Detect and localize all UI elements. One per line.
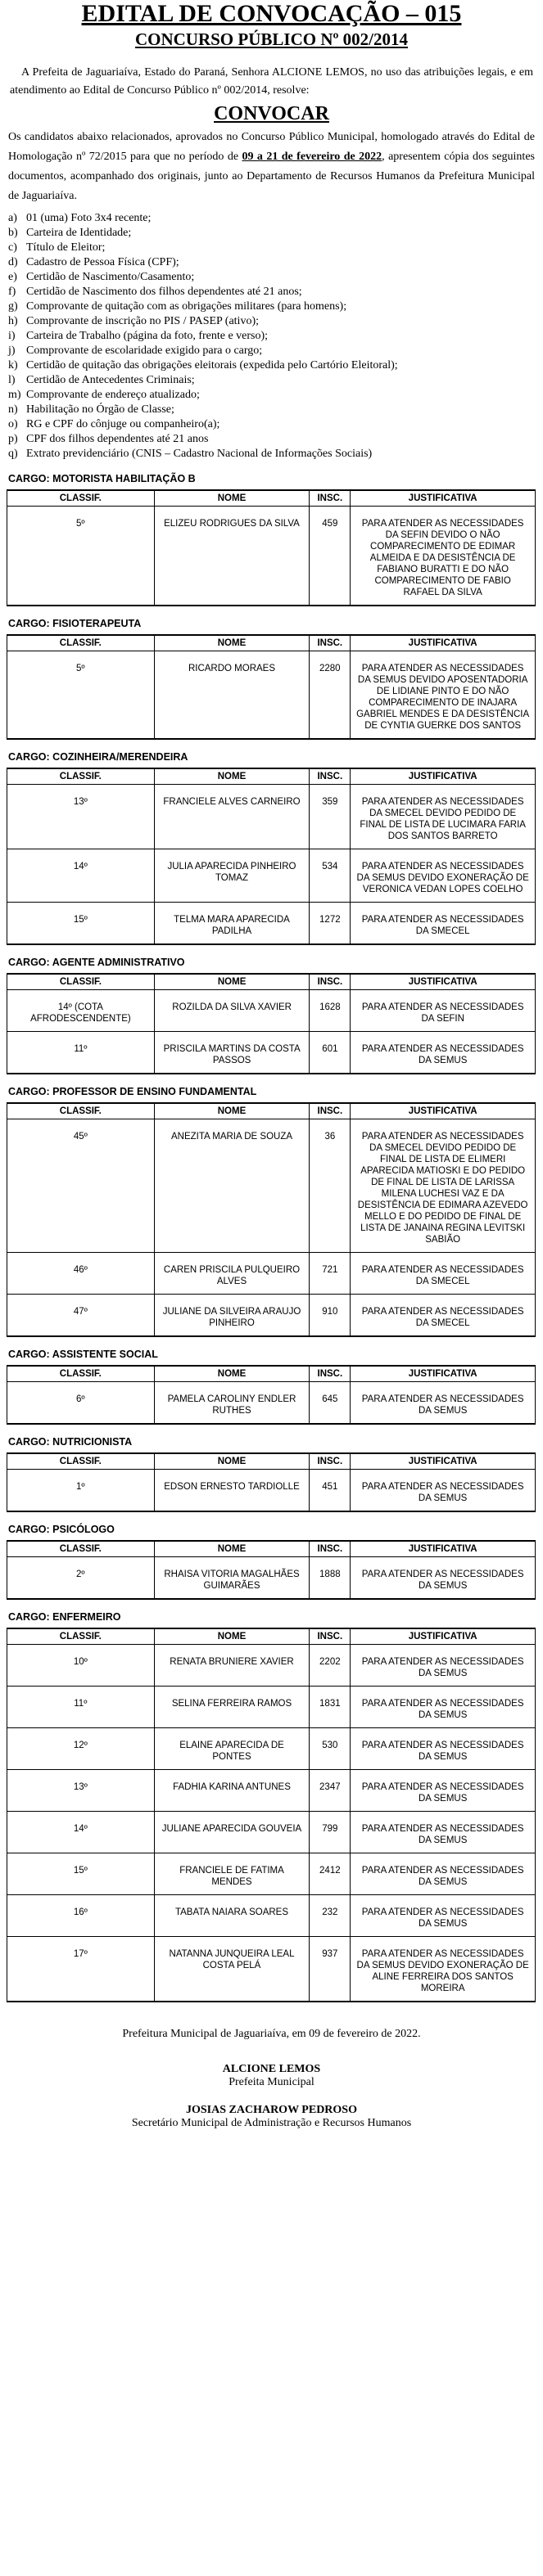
- cell-justificativa: PARA ATENDER AS NECESSIDADES DA SEMUS: [351, 1895, 536, 1937]
- document-item: [8, 447, 536, 462]
- header-nome: NOME: [154, 1628, 310, 1645]
- header-nome: NOME: [154, 490, 310, 507]
- cell-insc: 1831: [310, 1687, 351, 1728]
- document-item: [8, 432, 536, 447]
- cell-justificativa: PARA ATENDER AS NECESSIDADES DA SEFIN DEVIDO O NÃO COMPARECIMENTO DE EDIMAR ALMEIDA E DA DESISTÊNCIA DE FABIANO BURATTI E DO NÃO COMPARECIMENTO DE FABIO RAFAEL DA SILVA: [351, 507, 536, 606]
- signer-secretary-name: JOSIAS ZACHAROW PEDROSO: [185, 2104, 357, 2116]
- place-date: Prefeitura Municipal de Jaguariaíva, em 09 de fevereiro de 2022.: [122, 2028, 421, 2040]
- cell-justificativa: PARA ATENDER AS NECESSIDADES DA SEFIN: [351, 990, 536, 1032]
- signer-mayor-role: Prefeita Municipal: [229, 2076, 314, 2088]
- document-item: [8, 255, 536, 270]
- header-classif: CLASSIF.: [7, 974, 155, 990]
- cell-nome: ELIZEU RODRIGUES DA SILVA: [154, 507, 310, 606]
- cell-insc: 645: [310, 1382, 351, 1425]
- document-item-text: Extrato previdenciário (CNIS – Cadastro Nacional de Informações Sociais): [26, 448, 373, 460]
- header-nome: NOME: [154, 1541, 310, 1557]
- document-item: [8, 270, 536, 285]
- cell-classif: 11º: [7, 1687, 155, 1728]
- cargo-table: [7, 1102, 536, 1337]
- document-item-letter: q): [8, 448, 18, 460]
- cargo-section: [7, 473, 536, 606]
- document-item-text: Certidão de Nascimento/Casamento;: [26, 271, 195, 283]
- cargo-table: [7, 768, 536, 945]
- cell-justificativa: PARA ATENDER AS NECESSIDADES DA SEMUS: [351, 1557, 536, 1600]
- header-insc: INSC.: [310, 1103, 351, 1119]
- cargo-table: [7, 1540, 536, 1600]
- cargo-section: [7, 1524, 536, 1600]
- table-row: [7, 990, 536, 1032]
- header-justificativa: JUSTIFICATIVA: [351, 1453, 536, 1470]
- document-item-text: Título de Eleitor;: [26, 241, 106, 254]
- document-item-letter: j): [8, 345, 16, 357]
- document-item-letter: d): [8, 256, 18, 268]
- document-header: [7, 0, 536, 49]
- header-insc: INSC.: [310, 768, 351, 785]
- table-header-row: [7, 768, 536, 785]
- table-row: [7, 1382, 536, 1425]
- cargo-title: CARGO: AGENTE ADMINISTRATIVO: [8, 957, 185, 968]
- documents-list: [8, 211, 536, 462]
- cargo-table: [7, 1452, 536, 1512]
- cell-nome: RENATA BRUNIERE XAVIER: [154, 1645, 310, 1687]
- cell-classif: 14º: [7, 1812, 155, 1853]
- cell-insc: 910: [310, 1295, 351, 1337]
- table-header-row: [7, 490, 536, 507]
- cell-insc: 36: [310, 1119, 351, 1253]
- cell-classif: 5º: [7, 651, 155, 740]
- cargo-title: CARGO: ASSISTENTE SOCIAL: [8, 1349, 158, 1360]
- document-item-text: Certidão de Nascimento dos filhos dependentes até 21 anos;: [26, 286, 302, 298]
- table-header-row: [7, 1103, 536, 1119]
- header-classif: CLASSIF.: [7, 1103, 155, 1119]
- cargo-table: [7, 1365, 536, 1425]
- header-classif: CLASSIF.: [7, 1541, 155, 1557]
- cell-nome: FADHIA KARINA ANTUNES: [154, 1770, 310, 1812]
- document-item: [8, 314, 536, 329]
- header-classif: CLASSIF.: [7, 1628, 155, 1645]
- cargo-table: [7, 1628, 536, 2002]
- document-item-letter: f): [8, 286, 16, 298]
- signature-block: [7, 2027, 536, 2130]
- table-row: [7, 1253, 536, 1295]
- header-insc: INSC.: [310, 1628, 351, 1645]
- document-item-letter: i): [8, 330, 16, 342]
- cell-justificativa: PARA ATENDER AS NECESSIDADES DA SEMUS DEVIDO APOSENTADORIA DE LIDIANE PINTO E DO NÃO COMPARECIMENTO DE INAJARA GABRIEL MENDES E DA DESISTÊNCIA DE CYNTIA GUERKE DOS SANTOS: [351, 651, 536, 740]
- cell-justificativa: PARA ATENDER AS NECESSIDADES DA SEMUS: [351, 1382, 536, 1425]
- table-header-row: [7, 1628, 536, 1645]
- cell-nome: NATANNA JUNQUEIRA LEAL COSTA PELÁ: [154, 1937, 310, 2002]
- table-row: [7, 507, 536, 606]
- header-classif: CLASSIF.: [7, 490, 155, 507]
- document-item: [8, 403, 536, 417]
- document-item: [8, 417, 536, 432]
- document-item-text: Carteira de Trabalho (página da foto, frente e verso);: [26, 330, 269, 342]
- header-justificativa: JUSTIFICATIVA: [351, 768, 536, 785]
- cell-nome: RICARDO MORAES: [154, 651, 310, 740]
- cell-justificativa: PARA ATENDER AS NECESSIDADES DA SMECEL: [351, 903, 536, 945]
- cell-nome: ROZILDA DA SILVA XAVIER: [154, 990, 310, 1032]
- cell-insc: 459: [310, 507, 351, 606]
- body-paragraph: [8, 128, 535, 206]
- cell-nome: FRANCIELE DE FATIMA MENDES: [154, 1853, 310, 1895]
- cargo-title: CARGO: PSICÓLOGO: [8, 1524, 115, 1535]
- document-item: [8, 226, 536, 241]
- document-item-text: RG e CPF do cônjuge ou companheiro(a);: [26, 418, 220, 430]
- table-row: [7, 1853, 536, 1895]
- table-header-row: [7, 974, 536, 990]
- signer-mayor-name: ALCIONE LEMOS: [222, 2063, 321, 2075]
- cell-insc: 2347: [310, 1770, 351, 1812]
- cell-insc: 1888: [310, 1557, 351, 1600]
- cell-classif: 47º: [7, 1295, 155, 1337]
- header-justificativa: JUSTIFICATIVA: [351, 1541, 536, 1557]
- document-item-text: Carteira de Identidade;: [26, 227, 132, 239]
- table-header-row: [7, 1541, 536, 1557]
- document-item: [8, 344, 536, 358]
- cell-classif: 16º: [7, 1895, 155, 1937]
- cargo-table: [7, 489, 536, 606]
- table-row: [7, 1812, 536, 1853]
- cell-insc: 1272: [310, 903, 351, 945]
- header-insc: INSC.: [310, 490, 351, 507]
- table-header-row: [7, 635, 536, 651]
- document-item: [8, 388, 536, 403]
- cargo-section: [7, 1611, 536, 2002]
- cell-classif: 14º (COTA AFRODESCENDENTE): [7, 990, 155, 1032]
- cargo-title: CARGO: NUTRICIONISTA: [8, 1436, 133, 1448]
- table-row: [7, 1937, 536, 2002]
- table-row: [7, 651, 536, 740]
- cell-insc: 451: [310, 1470, 351, 1512]
- cell-justificativa: PARA ATENDER AS NECESSIDADES DA SEMUS: [351, 1812, 536, 1853]
- document-item-letter: a): [8, 212, 17, 224]
- header-justificativa: JUSTIFICATIVA: [351, 974, 536, 990]
- cell-justificativa: PARA ATENDER AS NECESSIDADES DA SEMUS: [351, 1728, 536, 1770]
- header-classif: CLASSIF.: [7, 1366, 155, 1382]
- cell-nome: JULIANE APARECIDA GOUVEIA: [154, 1812, 310, 1853]
- cargo-section: [7, 1436, 536, 1512]
- cell-classif: 46º: [7, 1253, 155, 1295]
- header-nome: NOME: [154, 768, 310, 785]
- cell-nome: ELAINE APARECIDA DE PONTES: [154, 1728, 310, 1770]
- cell-nome: SELINA FERREIRA RAMOS: [154, 1687, 310, 1728]
- header-nome: NOME: [154, 974, 310, 990]
- signer-secretary-role: Secretário Municipal de Administração e Recursos Humanos: [131, 2117, 412, 2129]
- cell-classif: 5º: [7, 507, 155, 606]
- cell-nome: PAMELA CAROLINY ENDLER RUTHES: [154, 1382, 310, 1425]
- header-nome: NOME: [154, 1366, 310, 1382]
- document-item: [8, 211, 536, 226]
- cargo-table: [7, 634, 536, 740]
- document-item-letter: o): [8, 418, 18, 430]
- cell-nome: EDSON ERNESTO TARDIOLLE: [154, 1470, 310, 1512]
- document-item-text: Habilitação no Órgão de Classe;: [26, 403, 174, 416]
- header-nome: NOME: [154, 1453, 310, 1470]
- cell-classif: 45º: [7, 1119, 155, 1253]
- cargo-title: CARGO: PROFESSOR DE ENSINO FUNDAMENTAL: [8, 1086, 257, 1097]
- cell-classif: 13º: [7, 1770, 155, 1812]
- document-item-text: Comprovante de escolaridade exigido para o cargo;: [26, 345, 263, 357]
- cargo-title: CARGO: MOTORISTA HABILITAÇÃO B: [8, 473, 196, 484]
- document-item: [8, 299, 536, 314]
- cell-classif: 11º: [7, 1032, 155, 1074]
- cell-insc: 1628: [310, 990, 351, 1032]
- document-title: EDITAL DE CONVOCAÇÃO – 015: [81, 0, 462, 27]
- document-item: [8, 241, 536, 255]
- table-row: [7, 1895, 536, 1937]
- cargo-section: [7, 751, 536, 945]
- body-text-part2: , apresentem cópia dos seguintes documentos, acompanhado dos originais, junto ao Departamento de Recursos Humanos da Prefeitura Municipal de Jaguariaíva.: [8, 151, 535, 202]
- cargo-title: CARGO: ENFERMEIRO: [8, 1611, 121, 1623]
- cell-classif: 6º: [7, 1382, 155, 1425]
- document-item-text: Comprovante de endereço atualizado;: [26, 389, 200, 401]
- cell-nome: JULIANE DA SILVEIRA ARAUJO PINHEIRO: [154, 1295, 310, 1337]
- document-item: [8, 329, 536, 344]
- cell-classif: 14º: [7, 849, 155, 903]
- header-insc: INSC.: [310, 1366, 351, 1382]
- header-insc: INSC.: [310, 1541, 351, 1557]
- cell-classif: 15º: [7, 903, 155, 945]
- cell-justificativa: PARA ATENDER AS NECESSIDADES DA SEMUS: [351, 1470, 536, 1512]
- table-header-row: [7, 1366, 536, 1382]
- cell-justificativa: PARA ATENDER AS NECESSIDADES DA SEMUS: [351, 1687, 536, 1728]
- document-item-letter: n): [8, 403, 18, 416]
- document-item-text: 01 (uma) Foto 3x4 recente;: [26, 212, 152, 224]
- document-item-text: CPF dos filhos dependentes até 21 anos: [26, 433, 209, 445]
- table-header-row: [7, 1453, 536, 1470]
- document-item-letter: k): [8, 359, 18, 372]
- table-row: [7, 1557, 536, 1600]
- cell-insc: 530: [310, 1728, 351, 1770]
- table-row: [7, 1295, 536, 1337]
- document-item-letter: h): [8, 315, 18, 327]
- header-insc: INSC.: [310, 635, 351, 651]
- header-justificativa: JUSTIFICATIVA: [351, 1103, 536, 1119]
- document-item-letter: b): [8, 227, 18, 239]
- cell-classif: 13º: [7, 785, 155, 849]
- document-item-letter: p): [8, 433, 18, 445]
- cell-justificativa: PARA ATENDER AS NECESSIDADES DA SMECEL: [351, 1253, 536, 1295]
- document-item-text: Certidão de quitação das obrigações eleitorais (expedida pelo Cartório Eleitoral);: [26, 359, 398, 372]
- document-item-letter: l): [8, 374, 16, 386]
- cargo-table: [7, 973, 536, 1074]
- cargos-section: [7, 473, 536, 2002]
- header-classif: CLASSIF.: [7, 1453, 155, 1470]
- cell-justificativa: PARA ATENDER AS NECESSIDADES DA SEMUS: [351, 1853, 536, 1895]
- document-subtitle: CONCURSO PÚBLICO Nº 002/2014: [134, 29, 409, 49]
- cell-insc: 721: [310, 1253, 351, 1295]
- cell-classif: 10º: [7, 1645, 155, 1687]
- intro-paragraph: A Prefeita de Jaguariaíva, Estado do Paraná, Senhora ALCIONE LEMOS, no uso das atribuições legais, e em atendimento ao Edital de Concurso Público nº 002/2014, resolve:: [10, 66, 533, 97]
- table-row: [7, 1032, 536, 1074]
- document-item-text: Comprovante de quitação com as obrigações militares (para homens);: [26, 300, 347, 313]
- table-row: [7, 785, 536, 849]
- cell-insc: 232: [310, 1895, 351, 1937]
- cell-insc: 359: [310, 785, 351, 849]
- header-nome: NOME: [154, 1103, 310, 1119]
- document-item-text: Cadastro de Pessoa Física (CPF);: [26, 256, 179, 268]
- header-insc: INSC.: [310, 1453, 351, 1470]
- cell-insc: 2202: [310, 1645, 351, 1687]
- header-justificativa: JUSTIFICATIVA: [351, 490, 536, 507]
- header-insc: INSC.: [310, 974, 351, 990]
- table-row: [7, 1119, 536, 1253]
- cell-nome: CAREN PRISCILA PULQUEIRO ALVES: [154, 1253, 310, 1295]
- document-item: [8, 373, 536, 388]
- cell-insc: 799: [310, 1812, 351, 1853]
- cell-nome: TELMA MARA APARECIDA PADILHA: [154, 903, 310, 945]
- cell-justificativa: PARA ATENDER AS NECESSIDADES DA SEMUS: [351, 1645, 536, 1687]
- cell-justificativa: PARA ATENDER AS NECESSIDADES DA SMECEL DEVIDO PEDIDO DE FINAL DE LISTA DE LUCIMARA FARIA DOS SANTOS BARRETO: [351, 785, 536, 849]
- document-item-letter: e): [8, 271, 17, 283]
- document-item-letter: g): [8, 300, 18, 313]
- cell-nome: FRANCIELE ALVES CARNEIRO: [154, 785, 310, 849]
- document-item-text: Certidão de Antecedentes Criminais;: [26, 374, 195, 386]
- header-justificativa: JUSTIFICATIVA: [351, 1628, 536, 1645]
- document-item-letter: c): [8, 241, 17, 254]
- body-text-part1: Os candidatos abaixo relacionados, aprovados no Concurso Público Municipal, homologado através do Edital de Homologação nº 72/2015 para que no período de: [8, 131, 535, 163]
- cell-nome: JULIA APARECIDA PINHEIRO TOMAZ: [154, 849, 310, 903]
- cell-classif: 1º: [7, 1470, 155, 1512]
- cell-insc: 534: [310, 849, 351, 903]
- cell-justificativa: PARA ATENDER AS NECESSIDADES DA SEMUS: [351, 1032, 536, 1074]
- cell-nome: ANEZITA MARIA DE SOUZA: [154, 1119, 310, 1253]
- table-row: [7, 849, 536, 903]
- document-item-letter: m): [8, 389, 21, 401]
- table-row: [7, 1728, 536, 1770]
- cell-justificativa: PARA ATENDER AS NECESSIDADES DA SEMUS: [351, 1770, 536, 1812]
- period-highlight: 09 a 21 de fevereiro de 2022: [242, 151, 382, 163]
- cargo-section: [7, 1086, 536, 1337]
- cell-insc: 937: [310, 1937, 351, 2002]
- cargo-section: [7, 1349, 536, 1425]
- table-row: [7, 1470, 536, 1512]
- header-classif: CLASSIF.: [7, 768, 155, 785]
- table-row: [7, 1770, 536, 1812]
- convocar-heading: CONVOCAR: [214, 103, 329, 124]
- header-justificativa: JUSTIFICATIVA: [351, 635, 536, 651]
- cargo-title: CARGO: FISIOTERAPEUTA: [8, 618, 142, 629]
- cell-justificativa: PARA ATENDER AS NECESSIDADES DA SEMUS DEVIDO EXONERAÇÃO DE ALINE FERREIRA DOS SANTOS MOREIRA: [351, 1937, 536, 2002]
- header-classif: CLASSIF.: [7, 635, 155, 651]
- cell-nome: PRISCILA MARTINS DA COSTA PASSOS: [154, 1032, 310, 1074]
- cell-classif: 15º: [7, 1853, 155, 1895]
- table-row: [7, 903, 536, 945]
- cell-classif: 17º: [7, 1937, 155, 2002]
- header-nome: NOME: [154, 635, 310, 651]
- cell-insc: 2280: [310, 651, 351, 740]
- document-item: [8, 285, 536, 299]
- table-row: [7, 1687, 536, 1728]
- cell-classif: 12º: [7, 1728, 155, 1770]
- cargo-title: CARGO: COZINHEIRA/MERENDEIRA: [8, 751, 188, 763]
- document-item: [8, 358, 536, 373]
- cargo-section: [7, 618, 536, 740]
- document-item-text: Comprovante de inscrição no PIS / PASEP (ativo);: [26, 315, 259, 327]
- cell-insc: 601: [310, 1032, 351, 1074]
- cell-insc: 2412: [310, 1853, 351, 1895]
- cell-nome: TABATA NAIARA SOARES: [154, 1895, 310, 1937]
- cell-justificativa: PARA ATENDER AS NECESSIDADES DA SEMUS DEVIDO EXONERAÇÃO DE VERONICA VEDAN LOPES COELHO: [351, 849, 536, 903]
- cell-classif: 2º: [7, 1557, 155, 1600]
- cargo-section: [7, 957, 536, 1074]
- cell-nome: RHAISA VITORIA MAGALHÃES GUIMARÃES: [154, 1557, 310, 1600]
- cell-justificativa: PARA ATENDER AS NECESSIDADES DA SMECEL: [351, 1295, 536, 1337]
- header-justificativa: JUSTIFICATIVA: [351, 1366, 536, 1382]
- cell-justificativa: PARA ATENDER AS NECESSIDADES DA SMECEL DEVIDO PEDIDO DE FINAL DE LISTA DE ELIMERI APARECIDA MATIOSKI E DO PEDIDO DE FINAL DE LISTA DE LARISSA MILENA LUCHESI VAZ E DA DESISTÊNCIA DE EDIMARA AZEVEDO MELLO E DO PEDIDO DE FINAL DE LISTA DE JANAINA REGINA LEVITSKI SABIÃO: [351, 1119, 536, 1253]
- table-row: [7, 1645, 536, 1687]
